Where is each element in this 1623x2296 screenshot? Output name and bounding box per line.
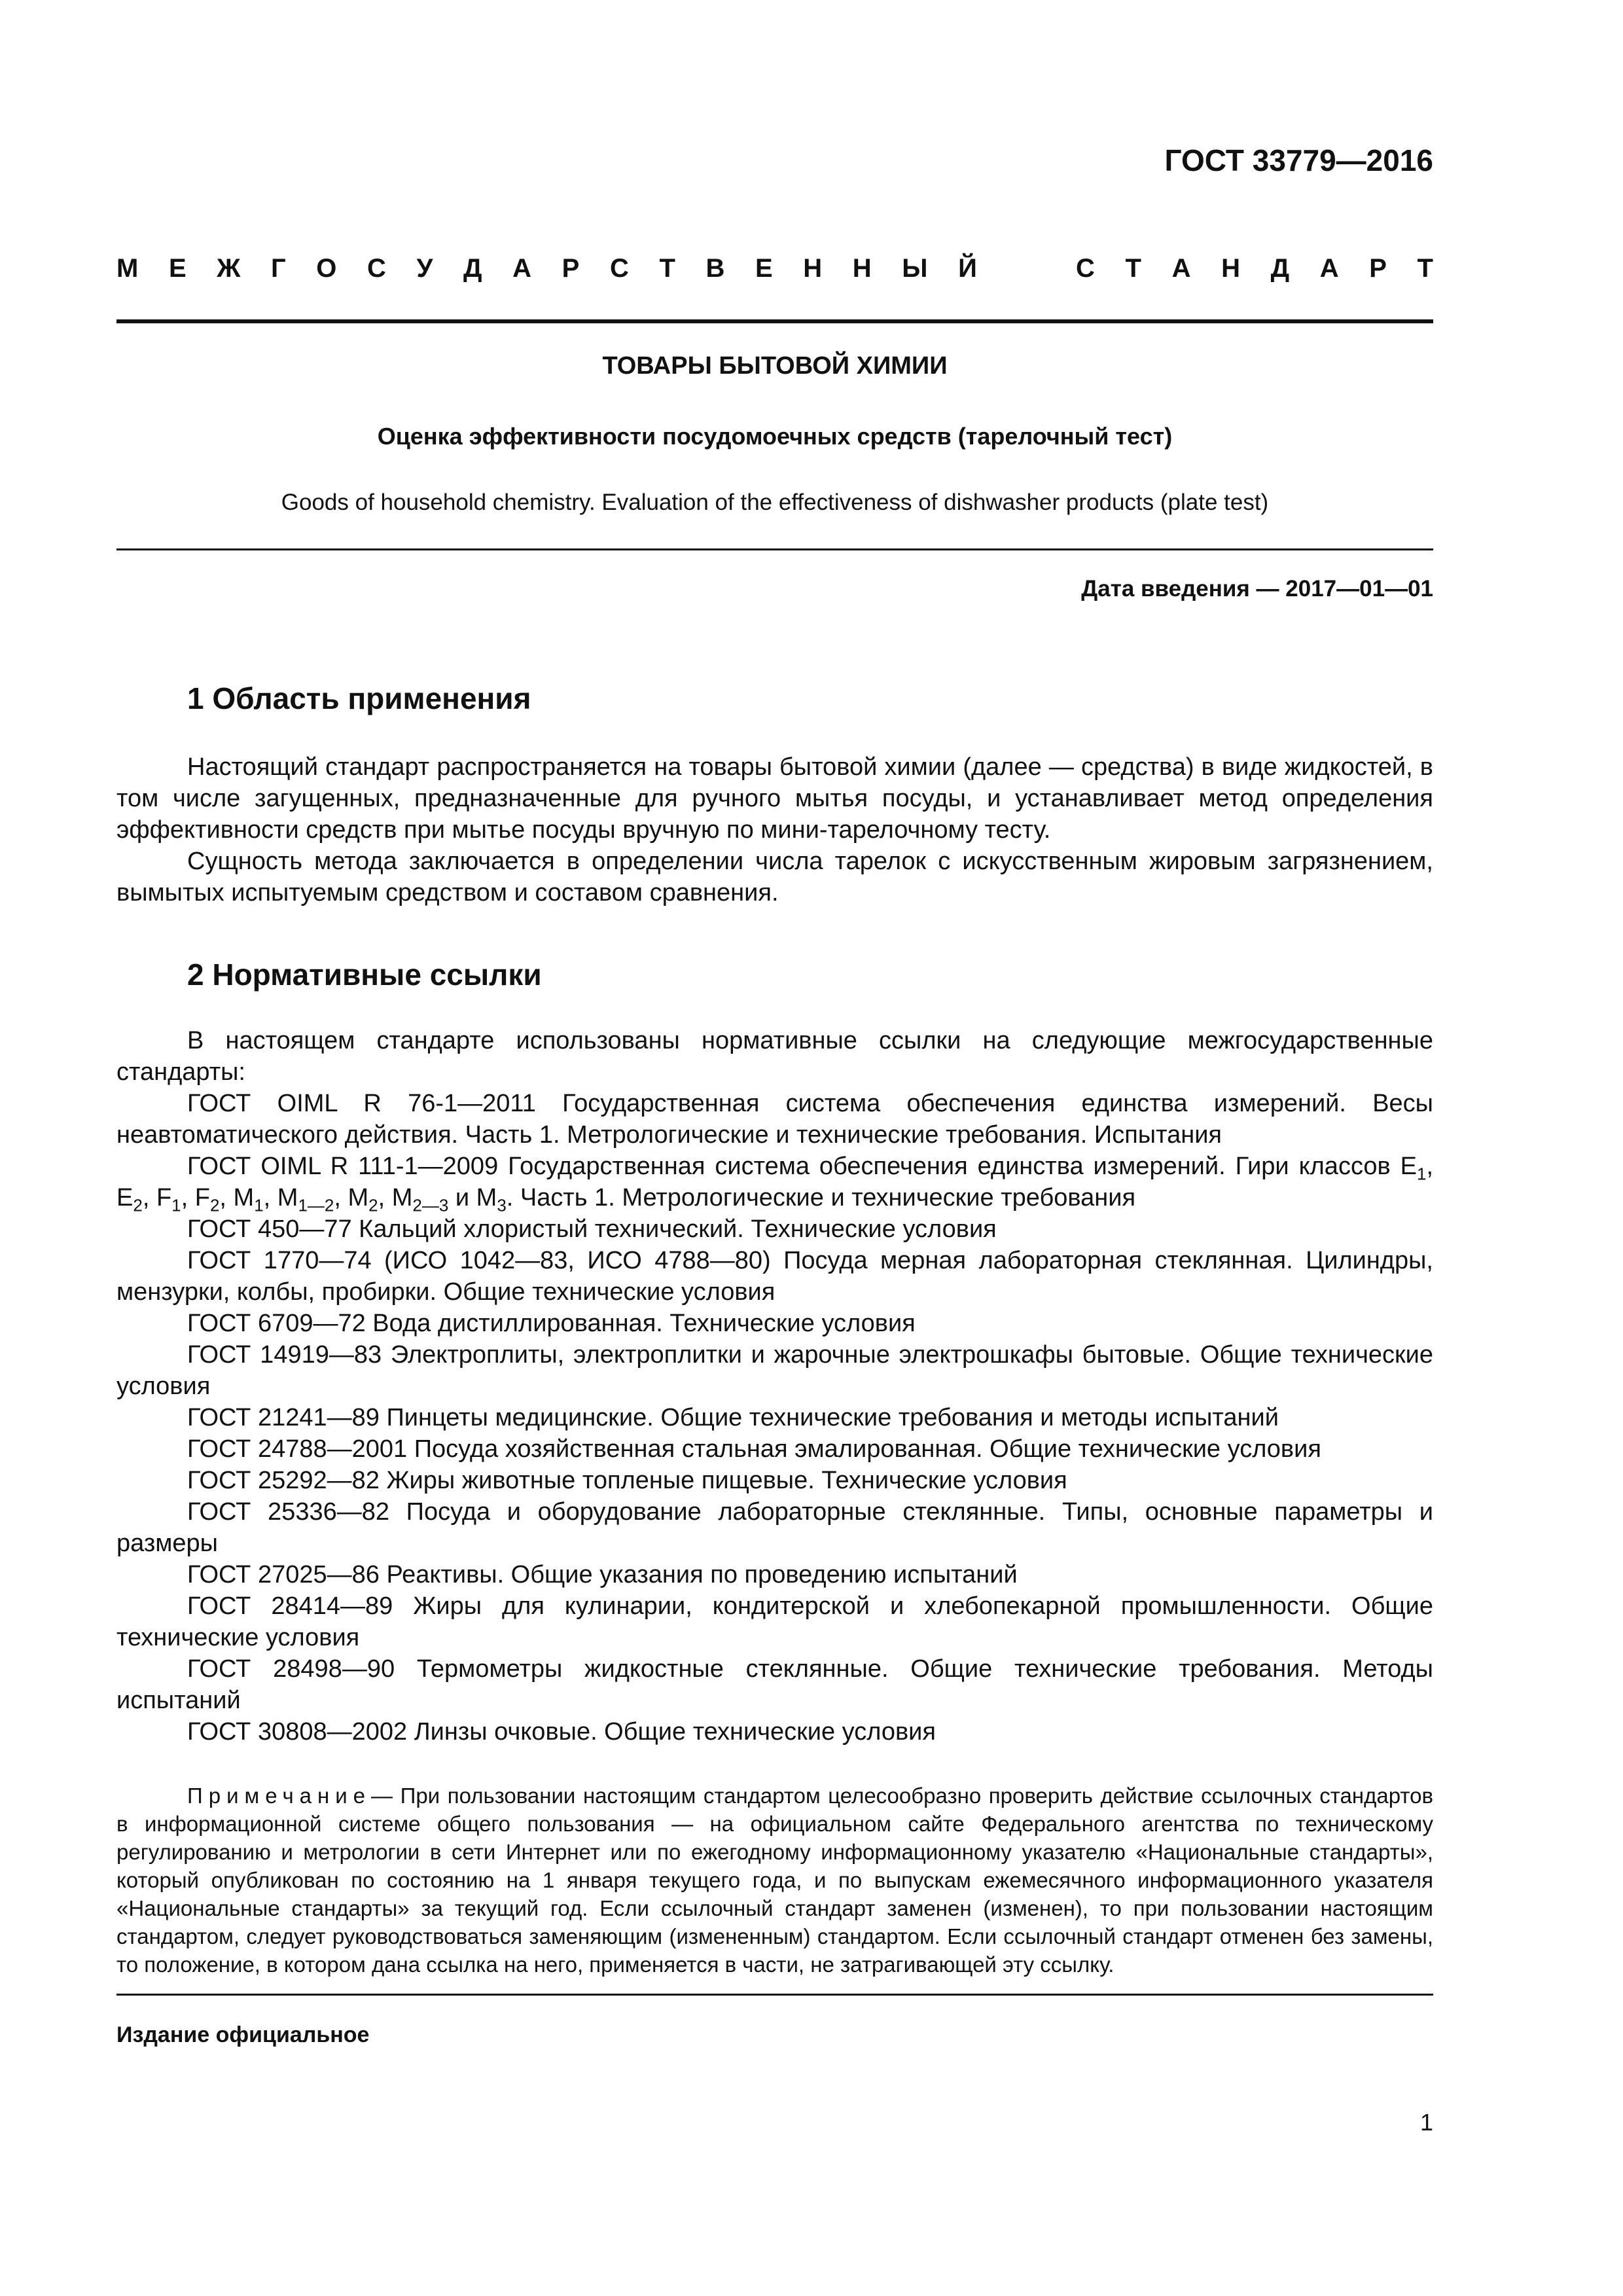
reference-item: ГОСТ 30808—2002 Линзы очковые. Общие технические условия: [187, 1718, 936, 1746]
subscript: 1: [171, 1195, 181, 1215]
reference-text: , M: [334, 1184, 369, 1211]
heading-letter: Н: [852, 254, 872, 283]
heading-letter: Т: [1417, 254, 1433, 283]
heading-letter: Е: [168, 254, 187, 283]
references-note: [116, 1782, 1433, 1979]
heading-letter: Д: [463, 254, 482, 283]
subscript: 1: [1416, 1164, 1427, 1184]
title-divider: [116, 548, 1433, 550]
reference-item: ГОСТ OIML R 76-1—2011 Государственная система обеспечения единства измерений. Весы неавтоматического действия. Часть 1. Метрологические и технические требования. Испытания: [116, 1090, 1433, 1149]
footer-divider: [116, 1994, 1433, 1996]
reference-item: ГОСТ 1770—74 (ИСО 1042—83, ИСО 4788—80) Посуда мерная лабораторная стеклянная. Цилиндры, мензурки, колбы, пробирки. Общие технические условия: [116, 1247, 1433, 1306]
document-title: ТОВАРЫ БЫТОВОЙ ХИМИИ: [602, 352, 948, 380]
gost-number: ГОСТ 33779—2016: [1164, 143, 1433, 177]
subscript: 2—3: [412, 1195, 449, 1215]
reference-text: ГОСТ OIML R 111-1—2009 Государственная система обеспечения единства измерений. Гири классов E: [187, 1153, 1417, 1180]
heading-letter: О: [316, 254, 337, 283]
reference-item: ГОСТ 28414—89 Жиры для кулинарии, кондитерской и хлебопекарной промышленности. Общие технические условия: [116, 1592, 1433, 1651]
heading-letter: С: [367, 254, 386, 283]
paragraph: Сущность метода заключается в определении числа тарелок с искусственным жировым загрязнением, вымытых испытуемым средством и составом сравнения.: [116, 848, 1433, 906]
reference-text: и M: [448, 1184, 497, 1211]
reference-item: ГОСТ 25336—82 Посуда и оборудование лабораторные стеклянные. Типы, основные параметры и размеры: [116, 1498, 1433, 1557]
note-paragraph: [116, 1782, 1433, 1979]
reference-item: ГОСТ 21241—89 Пинцеты медицинские. Общие технические требования и методы испытаний: [187, 1404, 1279, 1431]
section-1-body: [116, 751, 1433, 908]
heading-letter: А: [1171, 254, 1191, 283]
heading-letter: С: [609, 254, 629, 283]
heading-letter: М: [116, 254, 139, 283]
official-edition-label: Издание официальное: [116, 2022, 370, 2047]
reference-text: , F: [181, 1184, 210, 1211]
heading-letter: А: [512, 254, 532, 283]
header-divider: [116, 319, 1433, 323]
note-label: Примечание: [187, 1784, 372, 1808]
heading-letter: Г: [271, 254, 286, 283]
paragraph: Настоящий стандарт распространяется на товары бытовой химии (далее — средства) в виде жидкостей, в том числе загущенных, предназначенные для ручного мытья посуды, и устанавливает метод определения эффективности средств при мытье посуды вручную по мини-тарелочному тесту.: [116, 753, 1433, 844]
subscript: 3: [497, 1195, 507, 1215]
reference-item: ГОСТ 27025—86 Реактивы. Общие указания по проведению испытаний: [187, 1561, 1018, 1588]
subscript: 1: [254, 1195, 264, 1215]
reference-text: , F: [142, 1184, 172, 1211]
section-2-body: [116, 1025, 1433, 1748]
reference-text: , M: [263, 1184, 298, 1211]
reference-item: ГОСТ 14919—83 Электроплиты, электроплитки и жарочные электрошкафы бытовые. Общие технические условия: [116, 1341, 1433, 1400]
reference-item: ГОСТ 28498—90 Термометры жидкостные стеклянные. Общие технические требования. Методы испытаний: [116, 1655, 1433, 1714]
reference-item: ГОСТ 24788—2001 Посуда хозяйственная стальная эмалированная. Общие технические условия: [187, 1435, 1321, 1463]
subscript: 2: [209, 1195, 220, 1215]
english-title: Goods of household chemistry. Evaluation of the effectiveness of dishwasher products (plate test): [281, 490, 1269, 515]
heading-letter: С: [1076, 254, 1095, 283]
reference-text: . Часть 1. Метрологические и технические требования: [506, 1184, 1136, 1211]
standard-type-heading: [116, 254, 1433, 283]
paragraph: В настоящем стандарте использованы нормативные ссылки на следующие межгосударственные стандарты:: [116, 1027, 1433, 1086]
reference-item: ГОСТ 6709—72 Вода дистиллированная. Технические условия: [187, 1310, 916, 1337]
heading-letter: Р: [562, 254, 580, 283]
heading-letter: Й: [958, 254, 977, 283]
reference-item: ГОСТ 25292—82 Жиры животные топленые пищевые. Технические условия: [187, 1467, 1067, 1494]
heading-letter: Е: [755, 254, 773, 283]
subscript: 2: [368, 1195, 378, 1215]
reference-text: , E: [116, 1153, 1433, 1211]
heading-letter: Т: [659, 254, 675, 283]
heading-letter: У: [416, 254, 433, 283]
heading-letter: Д: [1270, 254, 1290, 283]
reference-text: , M: [219, 1184, 255, 1211]
heading-letter: Т: [1125, 254, 1141, 283]
note-text: — При пользовании настоящим стандартом целесообразно проверить действие ссылочных стандартов в информационной системе общего пользования — на официальном сайте Федерального агентства по техническому регулированию и метрологии в сети Интернет или по ежегодному информационному указателю «Национальные стандарты», который опубликован по состоянию на 1 января текущего года, и по выпускам ежемесячного информационного указателя «Национальные стандарты» за текущий год. Если ссылочный стандарт заменен (изменен), то при пользовании настоящим стандартом, следует руководствоваться заменяющим (измененным) стандартом. Если ссылочный стандарт отменен без замены, то положение, в котором дана ссылка на него, применяется в части, не затрагивающей эту ссылку.: [116, 1784, 1433, 1977]
reference-text: , M: [378, 1184, 413, 1211]
page-number: 1: [1419, 2109, 1433, 2136]
reference-item: [116, 1151, 1433, 1213]
reference-item: ГОСТ 450—77 Кальций хлористый технический. Технические условия: [187, 1215, 997, 1243]
heading-letter: А: [1319, 254, 1339, 283]
introduction-date: Дата введения — 2017—01—01: [1081, 576, 1433, 601]
heading-letter: Н: [1221, 254, 1240, 283]
document-subtitle: Оценка эффективности посудомоечных средств (тарелочный тест): [377, 423, 1173, 450]
heading-letter: Ж: [217, 254, 241, 283]
section-1-heading: 1 Область применения: [187, 681, 531, 715]
heading-letter: В: [705, 254, 725, 283]
heading-letter: Р: [1369, 254, 1387, 283]
heading-letter: Н: [803, 254, 823, 283]
section-2-heading: 2 Нормативные ссылки: [187, 958, 542, 992]
subscript: 2: [133, 1195, 143, 1215]
subscript: 1—2: [298, 1195, 334, 1215]
heading-letter: Ы: [902, 254, 928, 283]
word-gap: [1007, 254, 1045, 283]
